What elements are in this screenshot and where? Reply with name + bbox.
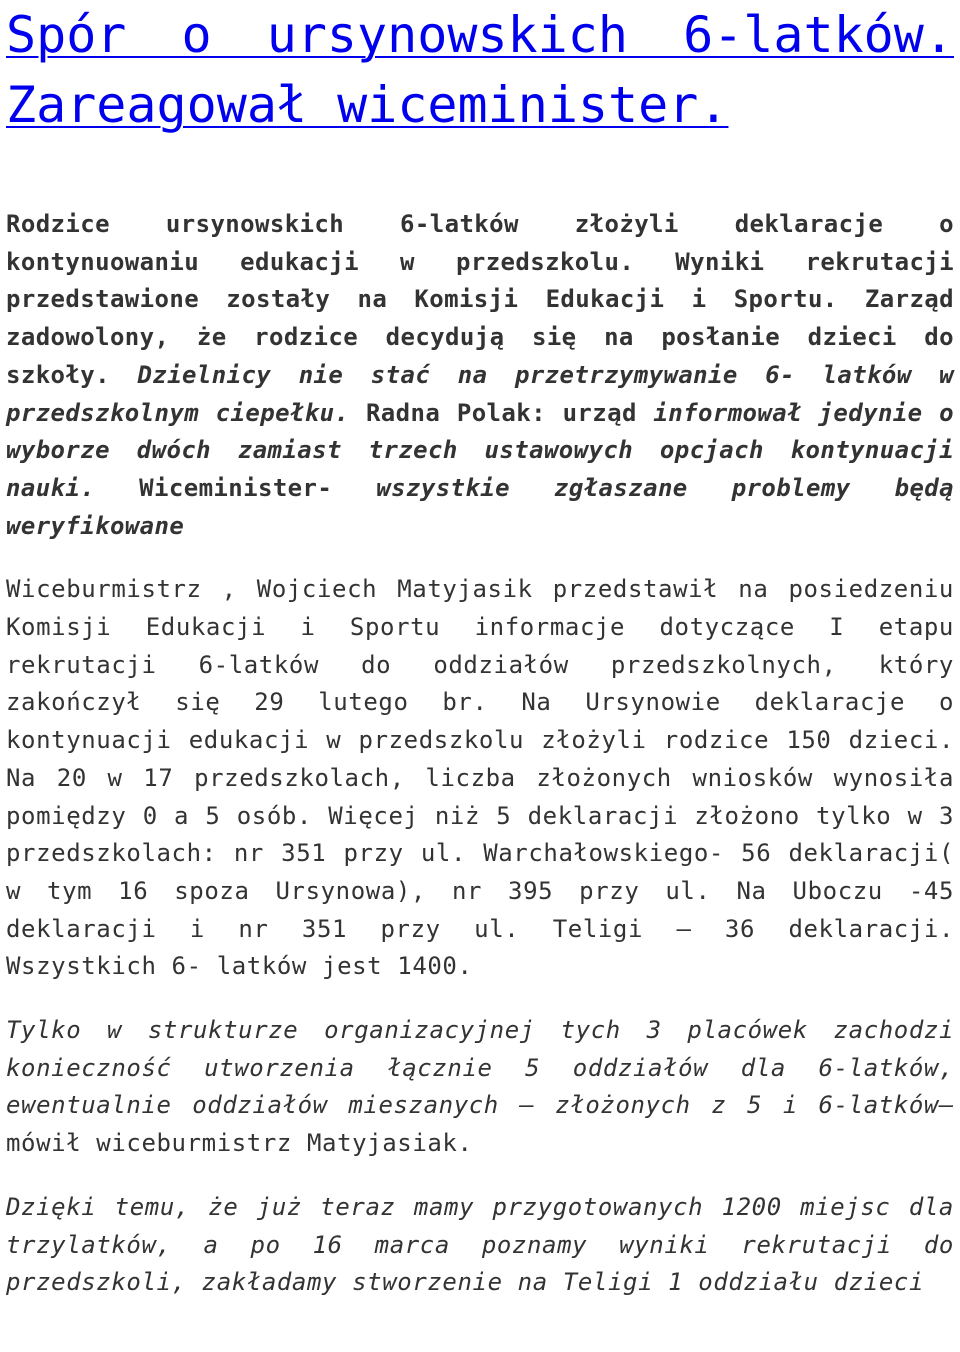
article-paragraph-1: Wiceburmistrz , Wojciech Matyjasik przedstawił na posiedzeniu Komisji Edukacji i Sportu informacje dotyczące I etapu rekrutacji 6-latków do oddziałów przedszkolnych, który zakończył się 29 lutego br. Na Ursynowie deklaracje o kontynuacji edukacji w przedszkolu złożyli rodzice 150 dzieci. Na 20 w 17 przedszkolach, liczba złożonych wniosków wynosiła pomiędzy 0 a 5 osób. Więcej niż 5 deklaracji złożono tylko w 3 przedszkolach: nr 351 przy ul. Warchałowskiego- 56 deklaracji( w tym 16 spoza Ursynowa), nr 395 przy ul. Na Uboczu -45 deklaracji i nr 351 przy ul. Teligi – 36 deklaracji. Wszystkich 6- latków jest 1400.: [6, 575, 954, 981]
article-paragraph-3: [6, 1189, 954, 1302]
quote-italic-2: Dzięki temu, że już teraz mamy przygotowanych 1200 miejsc dla trzylatków, a po 16 marca poznamy wyniki rekrutacji do przedszkoli, zakładamy stworzenie na Teligi 1 oddziału dzieci: [6, 1192, 954, 1297]
lead-italic-2: informował jedynie o wyborze dwóch zamiast trzech ustawowych opcjach kontynuacji nauki.: [6, 398, 955, 502]
lead-italic-1: Dzielnicy nie stać na przetrzymywanie 6- latków w przedszkolnym ciepełku.: [6, 360, 954, 427]
lead-text-3: Wiceminister-: [95, 473, 377, 502]
article-paragraph-2: [6, 1012, 954, 1163]
lead-italic-3: wszystkie zgłaszane problemy będą weryfikowane: [6, 473, 954, 540]
lead-text-2: Radna Polak: urząd: [349, 398, 654, 427]
quote-italic: Tylko w strukturze organizacyjnej tych 3 placówek zachodzi konieczność utworzenia łącznie 5 oddziałów dla 6-latków, ewentualnie oddziałów mieszanych – złożonych z 5 i 6-latków–: [6, 1016, 954, 1120]
article-title-link[interactable]: Spór o ursynowskich 6-latków. Zareagował wiceminister.: [6, 6, 954, 134]
article-title: [6, 0, 954, 140]
quote-attribution: mówił wiceburmistrz Matyjasiak.: [6, 1129, 473, 1158]
article-lead: [6, 206, 954, 545]
lead-text-1: Rodzice ursynowskich 6-latków złożyli deklaracje o kontynuowaniu edukacji w przedszkolu. Wyniki rekrutacji przedstawione zostały na Komisji Edukacji i Sportu. Zarząd zadowolony, że rodzice decydują się na posłanie dzieci do szkoły.: [6, 210, 954, 389]
